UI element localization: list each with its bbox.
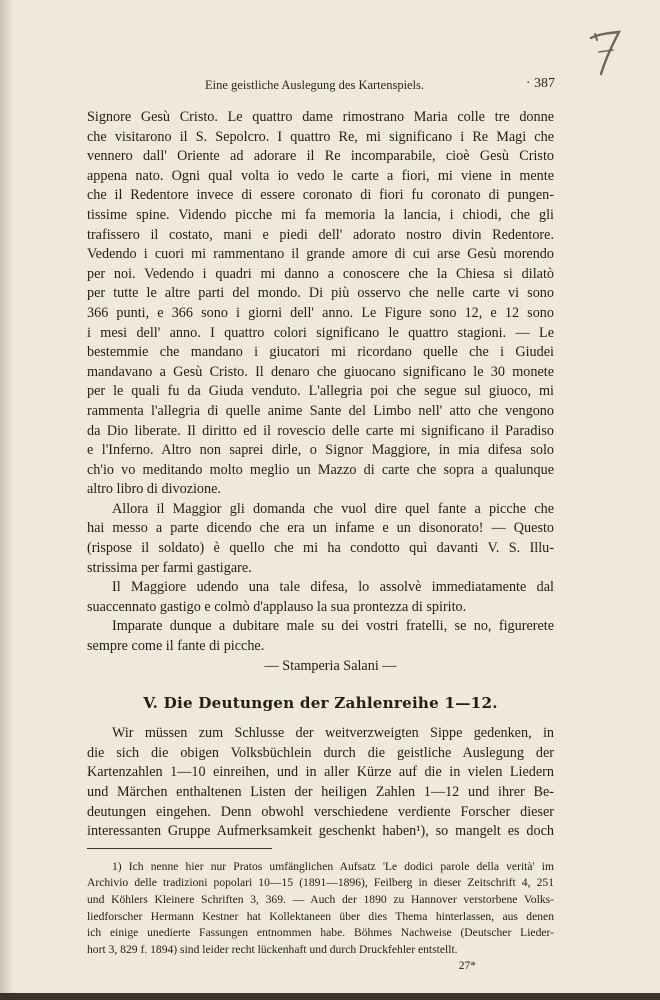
text-line: Allora il Maggior gli domanda che vuol dire quel fante a picche che: [112, 500, 554, 517]
text-line: per noi. Vedendo i quadri mi danno a conoscere che la Chiesa si dilatò: [87, 265, 554, 282]
text-line: ch'io vo meditando molto meglio un Mazzo di carte che sopra a qualunque: [87, 461, 554, 478]
text-line: (rispose il soldato) è quello che mi ha condotto quì davanti V. S. Illu-: [87, 540, 554, 557]
footnote-line: liedforscher Hermann Kestner hat Kollektaneen über dies Thema hinterlassen, aus denen: [87, 909, 554, 923]
footnote-line: hort 3, 829 f. 1894) sind leider recht lückenhaft und durch Druckfehler entstellt.: [87, 942, 458, 956]
text-line: che il Redentore invece di essere coronato di fiori fu coronato di pungen-: [87, 187, 554, 204]
text-line: bestemmie che mandano i giucatori mi ricordano quelle che i Giudei: [87, 344, 554, 361]
binding-shadow: [0, 0, 14, 1000]
text-line: 366 punti, e 366 sono i giorni dell' anno. Le Figure sono 12, e 12 sono: [87, 304, 554, 321]
text-line: Wir müssen zum Schlusse der weitverzweigten Sippe gedenken, in: [112, 725, 554, 742]
text-line: tissime spine. Videndo picche mi fa memoria la lancia, i chiodi, che gli: [87, 206, 554, 223]
text-line: interessanten Gruppe Aufmerksamkeit geschenkt haben¹), so mangelt es doch: [87, 823, 554, 840]
text-line: Signore Gesù Cristo. Le quattro dame rimostrano Maria colle tre donne: [87, 109, 554, 125]
main-text: [87, 108, 554, 974]
footnote-line: 1) Ich nenne hier nur Pratos umfänglichen Aufsatz 'Le dodici parole della verità' im: [112, 859, 554, 873]
scan-bottom-edge: [0, 993, 660, 1000]
text-line: da Dio liberate. Il diritto ed il rovescio delle carte mi significano il Paradiso: [87, 422, 554, 439]
text-line: trafissero il costato, mani e piedi dell' adorato nostro divin Redentore.: [87, 226, 554, 243]
text-line: per tutte le altre parti del mondo. Di più osservo che nelle carte vi sono: [87, 285, 554, 302]
text-line: e l'Inferno. Altro non saprei dirle, o Signor Maggiore, in mia difesa solo: [87, 442, 554, 459]
footnote-divider: [87, 848, 272, 849]
footnote-line: Archivio delle tradizioni popolari 10—15 (1891—1896), Feilberg in dieser Zeitschrift 4, 251: [87, 876, 554, 890]
text-line: rammenta l'allegria di quelle anime Sante del Limbo nell' atto che vengono: [87, 402, 554, 419]
running-title: Eine geistliche Auslegung des Kartenspiels.: [205, 78, 425, 92]
text-line: Kartenzahlen 1—10 einreihen, und in aller Kürze auf die in vielen Liedern: [87, 764, 554, 781]
text-line: altro libro di divozione.: [87, 481, 221, 498]
paragraph-italian-1: [87, 108, 554, 500]
paragraph-italian-4: [87, 617, 554, 656]
text-line: und Märchen enthaltenen Listen der heiligen Zahlen 1—12 und ihrer Be-: [87, 784, 554, 800]
signature-mark: 27*: [458, 960, 476, 973]
text-line: i mesi dell' anno. I quattro colori significano le quattro stagioni. — Le: [87, 324, 554, 341]
imprint-line: — Stamperia Salani —: [264, 657, 397, 674]
text-line: suaccennato gastigo e colmò d'applauso la sua prontezza di spirito.: [87, 598, 467, 615]
text-line: appena nato. Ogni qual volta io vedo le carte a fiori, mi viene in mente: [87, 167, 554, 184]
text-line: mandavano a Gesù Cristo. Il denaro che giuocano significano le 30 monete: [87, 363, 554, 380]
text-line: sempre come il fante di picche.: [87, 638, 265, 655]
page-number: · 387: [525, 76, 555, 91]
text-line: che visitarono il S. Sepolcro. I quattro Re, mi significano i Re Magi che: [87, 128, 554, 145]
handwritten-number-icon: [585, 28, 625, 78]
text-line: die sich die obigen Volksbüchlein durch die geistliche Auslegung der: [87, 744, 554, 761]
text-line: per le quali fu da Giuda venduto. L'allegria poi che segue sul giuoco, mi: [87, 383, 554, 400]
footnote-line: und Köhlers Kleinere Schriften 3, 369. — Auch der 1890 zu Hannover verstorbene Volks-: [87, 892, 554, 906]
paragraph-italian-2: [87, 500, 554, 578]
text-line: vennero dall' Oriente ad adorare il Re incomparabile, cioè Gesù Cristo: [87, 148, 554, 165]
footnotes: [87, 859, 554, 959]
text-line: deutungen eingehen. Denn obwohl verschiedene verdiente Forscher dieser: [87, 803, 554, 820]
text-line: Imparate dunque a dubitare male su dei vostri fratelli, se no, figurerete: [112, 618, 554, 635]
text-line: strissima per farmi gastigare.: [87, 559, 252, 576]
text-line: Il Maggiore udendo una tale difesa, lo assolvè immediatamente dal: [112, 579, 554, 596]
footnote-line: ich einige unedierte Fassungen entnommen habe. Böhmes Nachweise (Deutscher Lieder-: [87, 926, 554, 940]
paragraph-german: [87, 724, 554, 842]
text-line: Vedendo i cuori mi rammentano il grande amore di cui arse Gesù morendo: [87, 246, 554, 263]
paragraph-italian-3: [87, 578, 554, 617]
text-line: hai messo a parte dicendo che era un infame e un disonorato! — Questo: [87, 520, 554, 537]
section-heading: V. Die Deutungen der Zahlenreihe 1—12.: [143, 694, 498, 713]
